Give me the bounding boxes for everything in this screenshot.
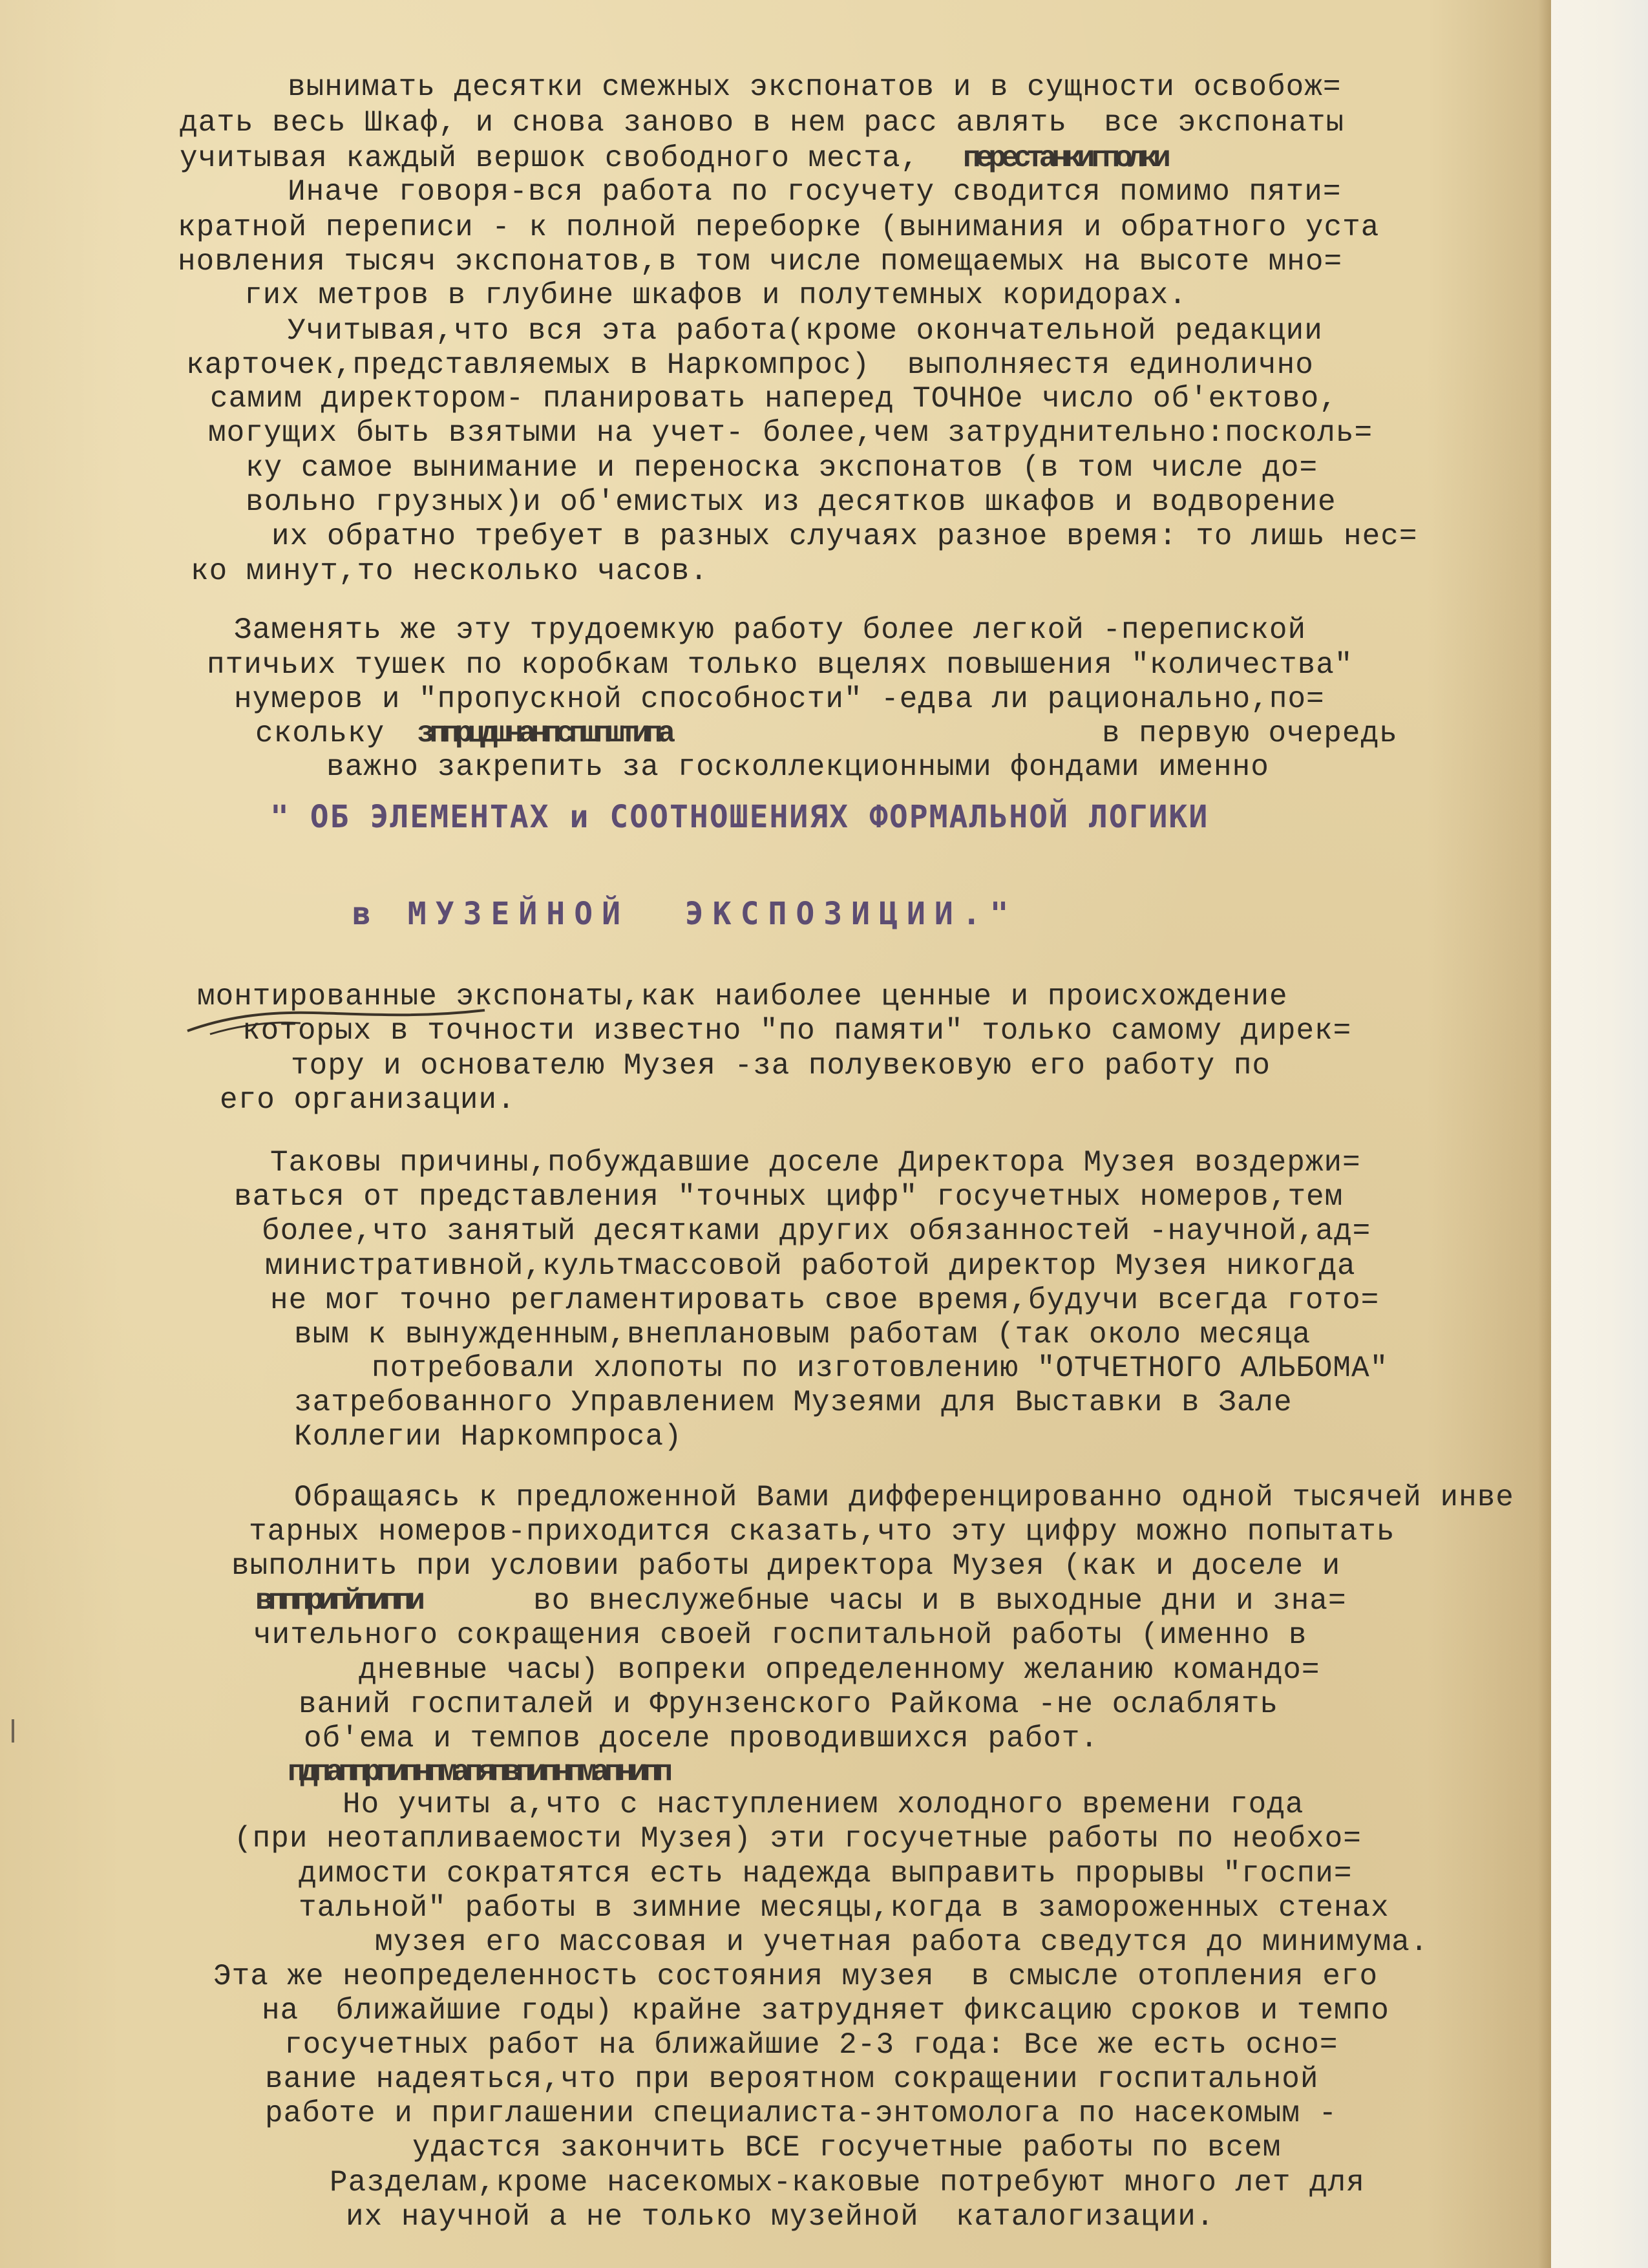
p3-line-7: их обратно требует в разных случаях разное время: то лишь нес= — [271, 520, 1418, 553]
p5-line-4: его организации. — [220, 1083, 516, 1117]
p4-line-2: птичьих тушек по коробкам только вцелях повышения "количества" — [207, 648, 1353, 682]
p5-line-1: монтированные экспонаты,как наиболее ценные и происхождение — [197, 980, 1288, 1013]
p8-line-11: удастся закончить ВСЕ госучетные работы по всем — [412, 2131, 1282, 2165]
p6-line-1: Таковы причины,побуждавшие доселе Директора Музея воздержи= — [270, 1146, 1361, 1180]
p4-line-4: скольку — [255, 717, 385, 750]
p5-line-2: которых в точности известно "по памяти" только самому дирек= — [242, 1014, 1352, 1048]
p8-line-6: Эта же неопределенность состояния музея в смысле отопления его — [213, 1960, 1379, 1993]
p8-line-5: музея его массовая и учетная работа сведутся до минимума. — [375, 1925, 1429, 1959]
p3-line-1: Учитывая,что вся эта работа(кроме окончательной редакции — [288, 314, 1323, 348]
overtyped-line: пдпаппрпипнпмапяпвпипнпмапнипп — [288, 1755, 668, 1789]
p4-line-4-tail: в первую очередь — [1102, 717, 1398, 750]
title-line-2: в МУЗЕЙНОЙ ЭКСПОЗИЦИИ." — [352, 896, 1018, 932]
p6-line-4: министративной,культмассовой работой директор Музея никогда — [265, 1249, 1356, 1283]
p1-line-3: учитывая каждый вершок свободного места, — [180, 142, 920, 175]
p8-line-13: их научной а не только музейной каталогизации. — [346, 2200, 1215, 2234]
p2-line-3: новления тысяч экспонатов,в том числе помещаемых на высоте мно= — [178, 245, 1343, 279]
p6-line-5: не мог точно регламентировать свое время,будучи всегда гото= — [270, 1284, 1380, 1317]
p8-line-4: тальной" работы в зимние месяцы,когда в замороженных стенах — [299, 1891, 1389, 1925]
p8-line-2: (при неотапливаемости Музея) эти госучетные работы по необхо= — [234, 1822, 1362, 1856]
p1-line-1: вынимать десятки смежных экспонатов и в сущности освобож= — [288, 70, 1342, 104]
p8-line-3: димости сократятся есть надежда выправить прорывы "госпи= — [299, 1857, 1353, 1891]
p3-line-4: могущих быть взятыми на учет- более,чем затруднительно:посколь= — [208, 416, 1373, 450]
p4-line-1: Заменять же эту трудоемкую работу более легкой -перепиской — [234, 613, 1307, 647]
p8-line-8: госучетных работ на ближайшие 2-3 года: Все же есть осно= — [284, 2028, 1338, 2062]
p8-line-10: работе и приглашении специалиста-энтомолога по насекомым - — [265, 2097, 1338, 2130]
p6-line-8: затребованного Управлением Музеями для Выставки в Зале — [294, 1386, 1293, 1419]
p3-line-2: карточек,представляемых в Наркомпрос) выполняестя единолично — [186, 348, 1314, 382]
p1-line-2: дать весь Шкаф, и снова заново в нем расс авлять все экспонаты — [180, 106, 1345, 140]
p8-line-9: вание надеяться,что при вероятном сокращении госпитальной — [265, 2062, 1319, 2096]
margin-ink-mark — [12, 1719, 14, 1743]
p3-line-3: самим директором- планировать наперед ТОЧНОе число об'ектово, — [210, 382, 1338, 416]
p2-line-1: Иначе говоря-вся работа по госучету сводится помимо пяти= — [288, 175, 1342, 209]
p7-line-8: об'ема и темпов доселе проводившихся работ. — [304, 1722, 1099, 1755]
p3-line-8: ко минут,то несколько часов. — [191, 555, 708, 588]
p6-line-2: ваться от представления "точных цифр" госучетных номеров,тем — [234, 1180, 1344, 1214]
p7-line-6: дневные часы) вопреки определенному желанию командо= — [359, 1653, 1320, 1687]
p3-line-6: вольно грузных)и об'емистых из десятков шкафов и водворение — [246, 485, 1336, 519]
p6-line-3: более,что занятый десятками других обязанностей -научной,ад= — [262, 1214, 1371, 1248]
p7-line-2: тарных номеров-приходится сказать,что эту цифру можно попытать — [249, 1515, 1395, 1549]
p7-line-5: чительного сокращения своей госпитальной работы (именно в — [253, 1618, 1307, 1652]
p2-line-2: кратной переписи - к полной переборке (вынимания и обратного уста — [178, 211, 1380, 244]
p2-line-4: гих метров в глубине шкафов и полутемных коридорах. — [244, 279, 1187, 312]
p8-line-7: на ближайшие годы) крайне затрудняет фиксацию сроков и темпо — [262, 1994, 1389, 2028]
p5-line-3: тору и основателю Музея -за полувековую его работу по — [291, 1049, 1271, 1083]
p8-line-12: Разделам,кроме насекомых-каковые потребуют много лет для — [330, 2166, 1365, 2199]
p3-line-5: ку самое вынимание и переноска экспонатов (в том числе до= — [246, 451, 1318, 485]
p6-line-9: Коллегии Наркомпроса) — [294, 1420, 682, 1454]
p4-line-5: важно закрепить за госколлекционными фондами именно — [326, 750, 1269, 784]
p8-line-1: Но учиты а,что с наступлением холодного времени года — [343, 1788, 1304, 1821]
scanner-background-strip — [1551, 0, 1648, 2268]
p7-line-3: выполнить при условии работы директора Музея (как и доселе и — [231, 1549, 1341, 1583]
p1-overtyped-text: перестанкигполки — [963, 142, 1166, 175]
p7-line-1: Обращаясь к предложенной Вами дифференцированно одной тысячей инве — [294, 1481, 1514, 1514]
p4-line-3: нумеров и "пропускной способности" -едва ли рационально,по= — [234, 683, 1325, 716]
p7-line-7: ваний госпиталей и Фрунзенского Райкома -не ослаблять — [299, 1688, 1279, 1721]
p7-overtyped-text: вппприпйпиппи — [255, 1584, 420, 1618]
p6-line-7: потребовали хлопоты по изготовлению "ОТЧЕТНОГО АЛЬБОМА" — [372, 1351, 1389, 1385]
title-line-1: " ОБ ЭЛЕМЕНТАХ и СООТНОШЕНИЯХ ФОРМАЛЬНОЙ ЛОГИКИ — [270, 799, 1209, 835]
p7-line-4-tail: во внеслужебные часы и в выходные дни и зна= — [533, 1584, 1347, 1618]
p4-overtyped-text: зппрцдшнанпспшпштипа — [417, 717, 671, 750]
p6-line-6: вым к вынужденным,внеплановым работам (так около месяца — [294, 1318, 1311, 1351]
